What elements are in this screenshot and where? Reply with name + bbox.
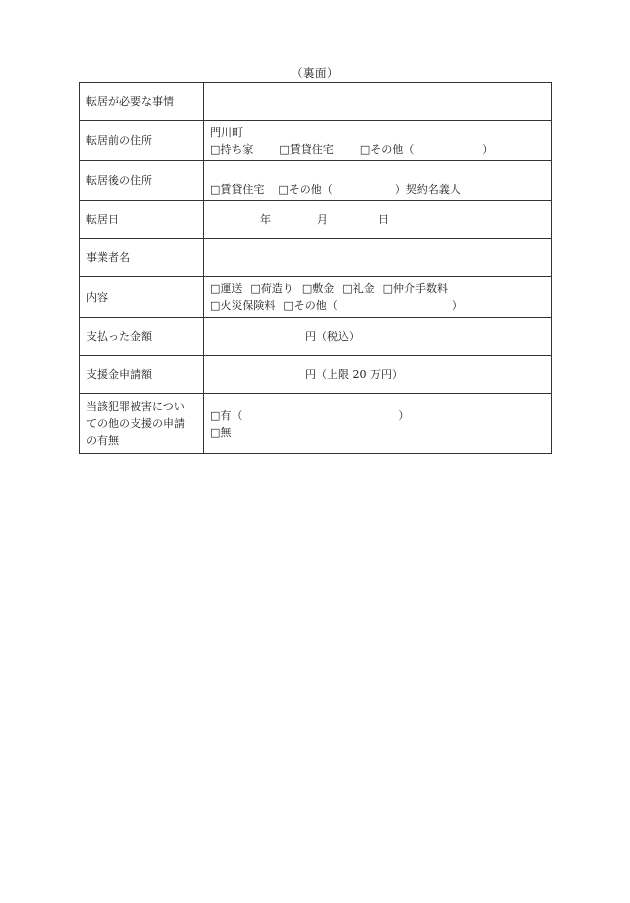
checkbox-fire-insurance[interactable]: □火災保険料 [210, 299, 276, 312]
business-name-input-area[interactable] [204, 239, 552, 277]
paid-amount-unit: 円（税込） [305, 330, 360, 343]
address-before-options [210, 141, 551, 158]
other-support-yes-line [210, 407, 551, 424]
contents-options-line2 [210, 297, 551, 314]
row-move-date [80, 201, 552, 239]
label-reason: 転居が必要な事情 [80, 83, 204, 121]
label-other-support-line2: ての他の支援の申請 [86, 417, 185, 430]
other-support-cell [204, 394, 552, 454]
row-other-support [80, 394, 552, 454]
row-address-after [80, 161, 552, 201]
label-other-support [80, 394, 204, 454]
row-request-amount [80, 356, 552, 394]
checkbox-transport[interactable]: □運送 [210, 282, 243, 295]
request-amount-cell[interactable] [204, 356, 552, 394]
day-unit: 日 [378, 213, 389, 226]
address-before-prefix: 門川町 [210, 125, 243, 139]
move-date-cell[interactable] [204, 201, 552, 239]
request-amount-unit: 円（上限 20 万円） [305, 368, 403, 381]
label-paid-amount: 支払った金額 [80, 318, 204, 356]
label-move-date: 転居日 [80, 201, 204, 239]
month-unit: 月 [317, 213, 328, 226]
label-other-support-line3: の有無 [86, 434, 119, 447]
page-title: （裏面） [291, 66, 339, 80]
contents-cell [204, 277, 552, 318]
year-unit: 年 [260, 213, 271, 226]
checkbox-support-yes[interactable]: □有（ [210, 408, 243, 422]
checkbox-support-no[interactable]: □無 [210, 425, 232, 439]
paren-close-contents: ） [451, 299, 463, 312]
checkbox-deposit[interactable]: □敷金 [301, 282, 335, 295]
paid-amount-cell[interactable] [204, 318, 552, 356]
row-reason [80, 83, 552, 121]
address-after-options [210, 181, 551, 198]
address-before-cell [204, 121, 552, 161]
checkbox-other-before[interactable]: □その他（ [359, 142, 415, 156]
label-address-after: 転居後の住所 [80, 161, 204, 201]
contract-holder-label: ）契約名義人 [394, 183, 461, 196]
reason-input-area[interactable] [204, 83, 552, 121]
address-after-cell [204, 161, 552, 201]
row-business-name [80, 239, 552, 277]
checkbox-rental-housing-after[interactable]: □賃貸住宅 [210, 183, 265, 196]
checkbox-packing[interactable]: □荷造り [250, 282, 294, 295]
contents-options-line1 [210, 280, 551, 297]
label-contents: 内容 [80, 277, 204, 318]
label-request-amount: 支援金申請額 [80, 356, 204, 394]
label-address-before: 転居前の住所 [80, 121, 204, 161]
checkbox-rental-housing-before[interactable]: □賃貸住宅 [279, 142, 334, 156]
checkbox-other-after[interactable]: □その他（ [278, 183, 333, 196]
checkbox-owned-house[interactable]: □持ち家 [210, 142, 254, 156]
label-other-support-line1: 当該犯罪被害につい [86, 400, 185, 413]
checkbox-other-contents[interactable]: □その他（ [283, 299, 338, 312]
paren-close-support: ） [398, 408, 410, 422]
checkbox-key-money[interactable]: □礼金 [342, 282, 375, 295]
label-business-name: 事業者名 [80, 239, 204, 277]
row-address-before [80, 121, 552, 161]
application-form-table [79, 82, 552, 454]
row-paid-amount [80, 318, 552, 356]
paren-close-before: ） [482, 142, 494, 156]
row-contents [80, 277, 552, 318]
checkbox-brokerage-fee[interactable]: □仲介手数料 [382, 282, 449, 295]
